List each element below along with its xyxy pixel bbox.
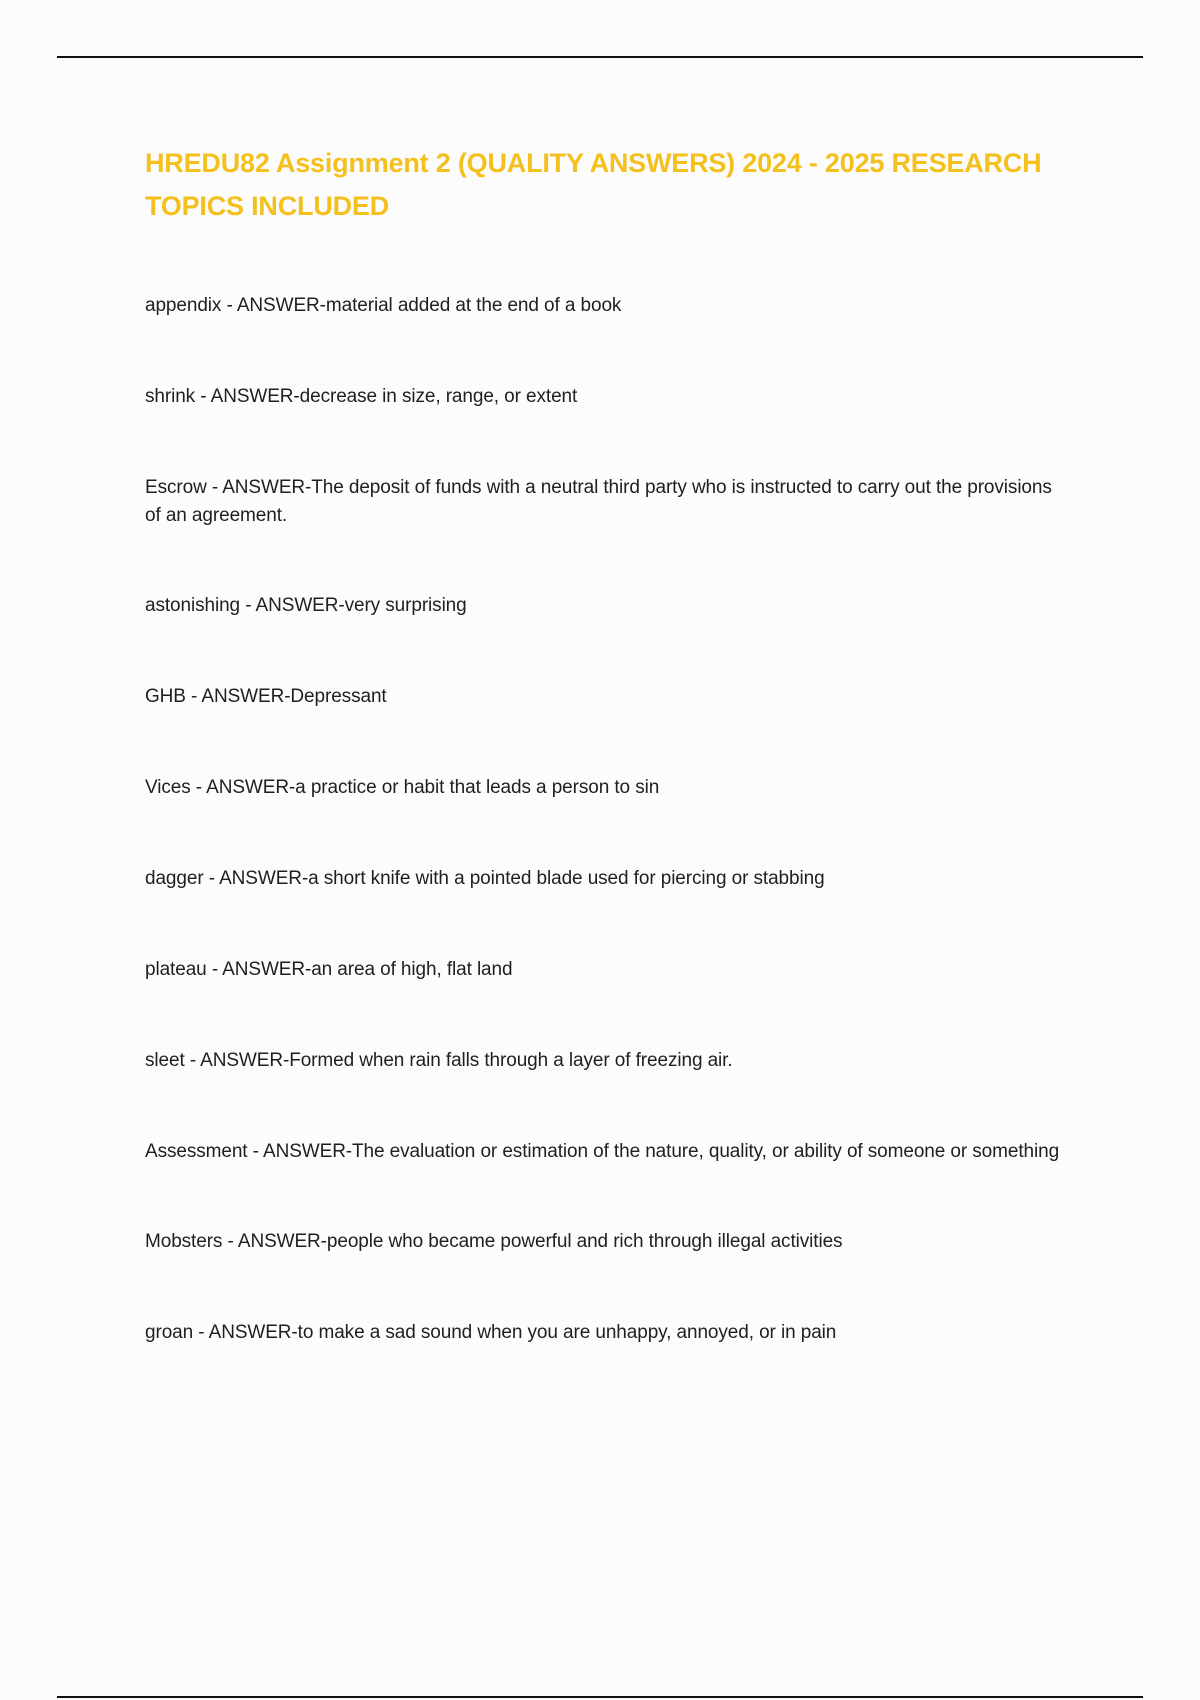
qa-entry: groan - ANSWER-to make a sad sound when you are unhappy, annoyed, or in pain (145, 1322, 837, 1343)
qa-entry: GHB - ANSWER-Depressant (145, 686, 387, 707)
qa-entry: Escrow - ANSWER-The deposit of funds with a neutral third party who is instructed to carry out the provisions of an agreement. (145, 477, 1052, 526)
qa-entry: Mobsters - ANSWER-people who became powerful and rich through illegal activities (145, 1231, 843, 1252)
qa-entry: astonishing - ANSWER-very surprising (145, 595, 467, 616)
footer-rule (57, 1696, 1143, 1698)
qa-entry: plateau - ANSWER-an area of high, flat land (145, 959, 513, 980)
qa-entry: Assessment - ANSWER-The evaluation or estimation of the nature, quality, or ability of someone or something (145, 1141, 1060, 1162)
document-title: HREDU82 Assignment 2 (QUALITY ANSWERS) 2024 - 2025 RESEARCH TOPICS INCLUDED (145, 148, 1042, 221)
qa-list (145, 292, 1065, 1347)
qa-entry: Vices - ANSWER-a practice or habit that leads a person to sin (145, 777, 660, 798)
qa-entry: dagger - ANSWER-a short knife with a pointed blade used for piercing or stabbing (145, 868, 825, 889)
qa-entry: sleet - ANSWER-Formed when rain falls through a layer of freezing air. (145, 1050, 733, 1071)
qa-entry: shrink - ANSWER-decrease in size, range, or extent (145, 386, 578, 407)
qa-entry: appendix - ANSWER-material added at the end of a book (145, 295, 622, 316)
header-rule (57, 56, 1143, 58)
